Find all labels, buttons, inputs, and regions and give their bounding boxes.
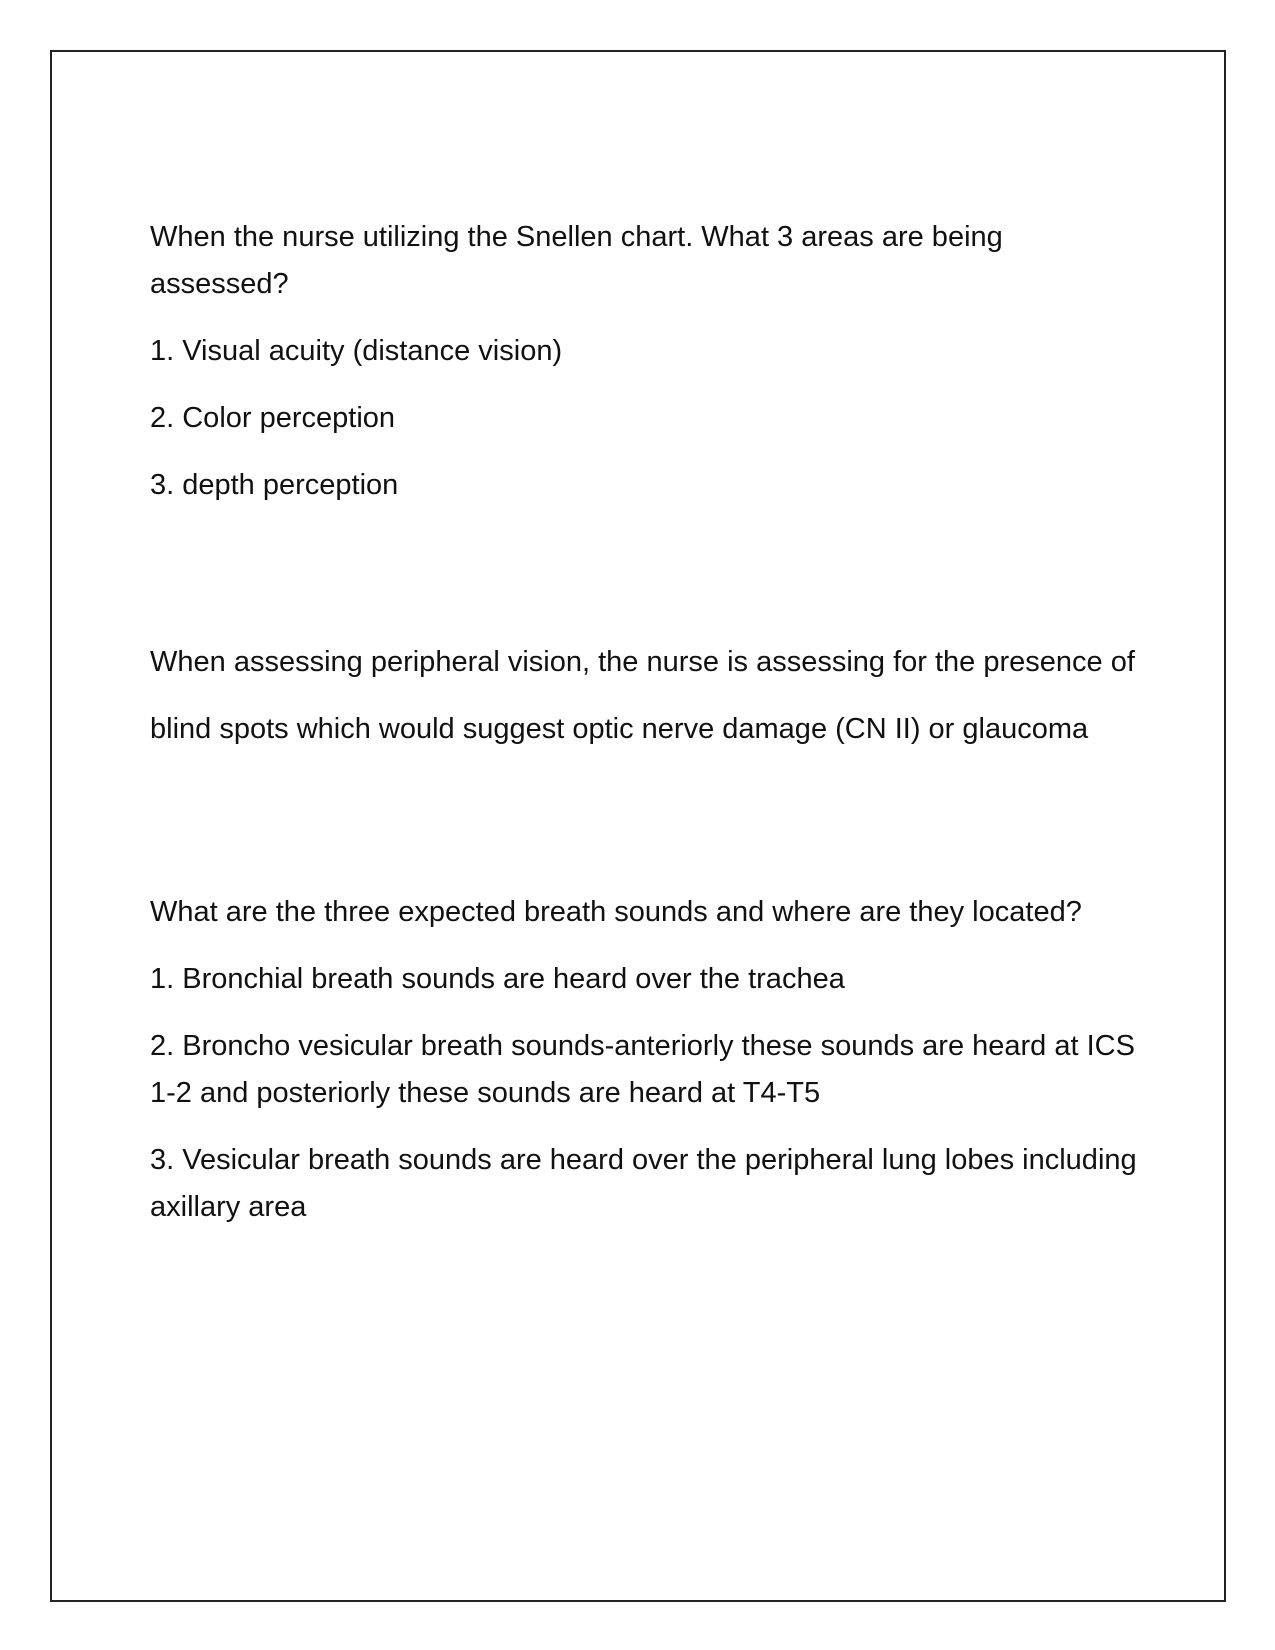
document-body bbox=[150, 214, 1140, 1251]
question-text: When the nurse utilizing the Snellen chart. What 3 areas are being assessed? bbox=[150, 221, 1003, 300]
answer-item: 2. Color perception bbox=[150, 402, 396, 434]
answer-item: 1. Visual acuity (distance vision) bbox=[150, 335, 563, 367]
answer-item: 1. Bronchial breath sounds are heard over the trachea bbox=[150, 963, 845, 995]
question-block-breath-sounds bbox=[150, 889, 1140, 1231]
answer-item: 2. Broncho vesicular breath sounds-anteriorly these sounds are heard at ICS 1-2 and posteriorly these sounds are heard at T4-T5 bbox=[150, 1030, 1135, 1109]
question-block-snellen bbox=[150, 214, 1140, 509]
question-text: What are the three expected breath sounds and where are they located? bbox=[150, 896, 1082, 928]
answer-item: blind spots which would suggest optic nerve damage (CN II) or glaucoma bbox=[150, 713, 1089, 745]
answer-item: 3. Vesicular breath sounds are heard over the peripheral lung lobes including axillary area bbox=[150, 1144, 1137, 1223]
question-text: When assessing peripheral vision, the nurse is assessing for the presence of bbox=[150, 646, 1135, 678]
question-block-peripheral-vision bbox=[150, 639, 1140, 753]
answer-item: 3. depth perception bbox=[150, 469, 399, 501]
